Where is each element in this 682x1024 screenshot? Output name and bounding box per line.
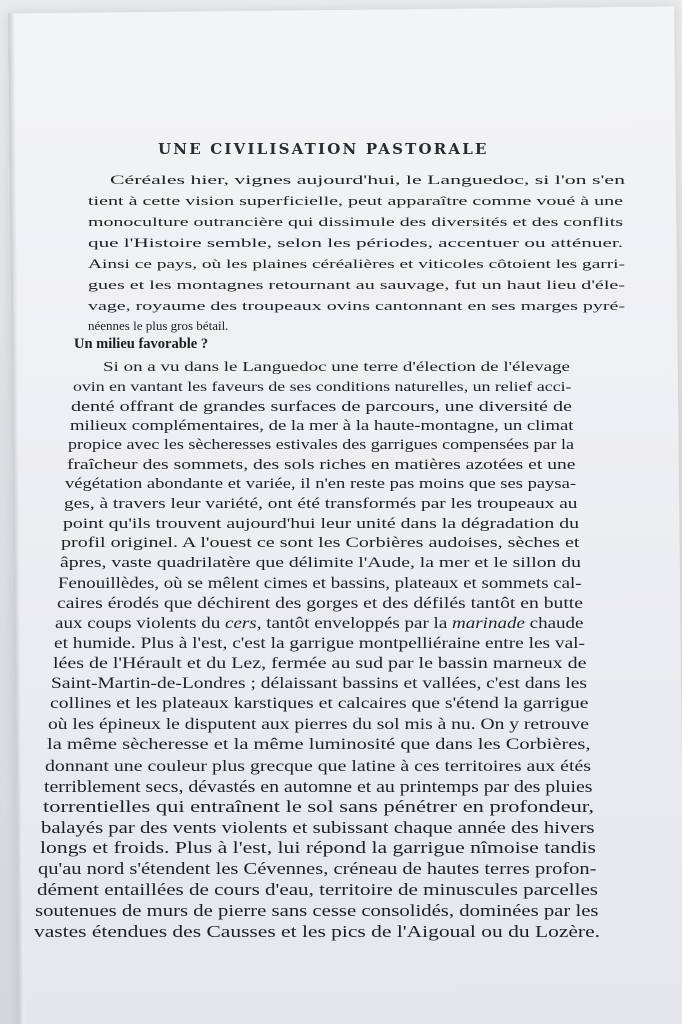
body-line: aux coups violents du cers, tantôt enveloppés par la marinade chaude (55, 614, 584, 632)
body-line: terriblement secs, dévastés en automne et au printemps par des pluies (44, 776, 593, 796)
body-line: torrentielles qui entraînent le sol sans pénétrer en profondeur, (42, 797, 594, 817)
body-line: profil originel. A l'ouest ce sont les Corbières audoises, sèches et (61, 535, 580, 552)
body-line: où les épineux le disputent aux pierres du sol mis à nu. On y retrouve (48, 715, 590, 733)
intro-line: néennes le plus gros bétail. (88, 318, 229, 333)
body-line: caires érodés que déchirent des gorges et des défilés tantôt en butte (56, 594, 583, 612)
body-line: donnant une couleur plus grecque que latine à ces territoires aux étés (45, 756, 592, 776)
intro-line: Céréales hier, vignes aujourd'hui, le Languedoc, si l'on s'en (110, 172, 625, 187)
intro-line: que l'Histoire semble, selon les périodes, accentuer ou atténuer. (88, 235, 623, 250)
body-line: denté offrant de grandes surfaces de parcours, une diversité de (71, 398, 573, 415)
body-line: végétation abondante et variée, il n'en reste pas moins que ses paysa- (65, 476, 577, 493)
body-line: la même sècheresse et la même luminosité que dans les Corbières, (46, 735, 591, 753)
section-heading: Un milieu favorable ? (74, 336, 209, 352)
body-line: âpres, vaste quadrilatère que délimite l'Aude, la mer et le sillon du (59, 555, 581, 572)
body-line: vastes étendues des Causses et les pics de l'Aigoual ou du Lozère. (34, 921, 600, 941)
chapter-title: UNE CIVILISATION PASTORALE (158, 140, 489, 158)
body-line: qu'au nord s'étendent les Cévennes, créneau de hautes terres profon- (38, 859, 597, 879)
body-line: point qu'ils trouvent aujourd'hui leur unité dans la dégradation du (62, 515, 579, 532)
body-line: lées de l'Hérault et du Lez, fermée au sud par le bassin marneux de (52, 654, 587, 672)
body-line: ovin en vantant les faveurs de ses conditions naturelles, un relief acci- (72, 379, 572, 396)
body-line: longs et froids. Plus à l'est, lui répond la garrigue nîmoise tandis (39, 838, 596, 858)
intro-line: tient à cette vision superficielle, peut apparaître comme voué à une (88, 193, 623, 208)
body-line: Saint-Martin-de-Londres ; délaissant bassins et vallées, c'est dans les (51, 675, 588, 693)
intro-line: monoculture outrancière qui dissimule des diversités et des conflits (88, 214, 623, 229)
intro-line: vage, royaume des troupeaux ovins cantonnant en ses marges pyré- (88, 298, 625, 313)
body-line: propice avec les sècheresses estivales des garrigues compensées par la (68, 437, 575, 454)
body-line: fraîcheur des sommets, des sols riches en matières azotées et une (66, 456, 576, 473)
intro-line: gues et les montagnes retournant au sauvage, fut un haut lieu d'éle- (88, 277, 625, 292)
page-edge (8, 13, 25, 1024)
body-line: Fenouillèdes, où se mêlent cimes et bassins, plateaux et sommets cal- (58, 574, 582, 592)
body-line: et humide. Plus à l'est, c'est la garrigue montpelliéraine entre les val- (54, 634, 585, 652)
body-line: soutenues de murs de pierre sans cesse consolidés, dominées par les (35, 900, 599, 920)
body-line: ges, à travers leur variété, ont été transformés par les troupeaux au (64, 495, 578, 512)
intro-line: Ainsi ce pays, où les plaines céréalières et viticoles côtoient les garri- (88, 256, 625, 271)
body-line: collines et les plateaux karstiques et calcaires que s'étend la garrigue (49, 695, 589, 713)
body-line: milieux complémentaires, de la mer à la haute-montagne, un climat (69, 417, 574, 434)
body-line: Si on a vu dans le Languedoc une terre d'élection de l'élevage (103, 360, 570, 375)
body-line: dément entaillées de cours d'eau, territoire de minuscules parcelles (36, 879, 598, 899)
body-line: balayés par des vents violents et subissant chaque année des hivers (41, 817, 595, 837)
